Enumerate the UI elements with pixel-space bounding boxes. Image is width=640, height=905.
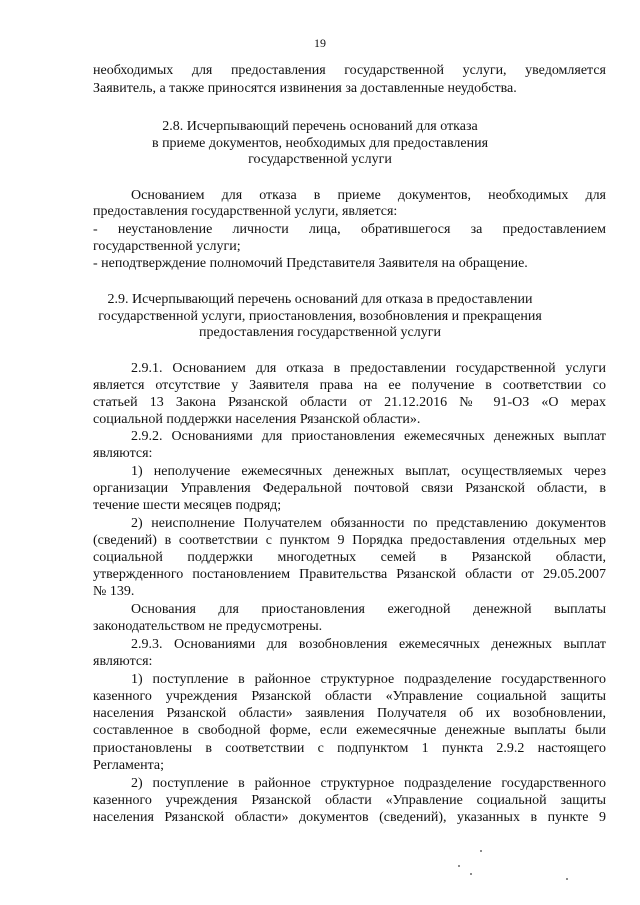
- list-item-line: - неустановление личности лица, обратившегося за предоставлением: [93, 222, 606, 237]
- paragraph-line: Основания для приостановления ежегодной денежной выплаты: [131, 602, 606, 617]
- paragraph-line: 2) неисполнение Получателем обязанности по представлению документов: [131, 516, 606, 531]
- section-heading-line: 2.8. Исчерпывающий перечень оснований для отказа: [162, 119, 478, 134]
- scan-speck: [566, 878, 568, 880]
- section-heading-line: в приеме документов, необходимых для предоставления: [151, 136, 489, 151]
- page-number: 19: [314, 36, 326, 50]
- list-item-line: - неподтверждение полномочий Представителя Заявителя на обращение.: [93, 256, 528, 271]
- paragraph-line: социальной поддержки населения Рязанской области».: [93, 412, 421, 427]
- paragraph-line: законодательством не предусмотрены.: [93, 619, 323, 634]
- section-heading-line: предоставления государственной услуги: [199, 325, 441, 340]
- paragraph-line: являются:: [93, 654, 153, 669]
- scan-speck: [458, 865, 460, 867]
- scan-speck: [480, 850, 482, 852]
- paragraph-line: статьей 13 Закона Рязанской области от 21.12.2016 № 91-ОЗ «О мерах: [93, 395, 606, 410]
- paragraph-line: 1) неполучение ежемесячных денежных выплат, осуществляемых через: [131, 464, 606, 479]
- paragraph-line: населения Рязанской области» заявления Получателя об их возобновлении,: [93, 706, 606, 721]
- paragraph-line: Основанием для отказа в приеме документов, необходимых для: [131, 188, 606, 203]
- section-heading-line: 2.9. Исчерпывающий перечень оснований для отказа в предоставлении: [107, 292, 533, 307]
- list-item-line: государственной услуги;: [93, 239, 241, 254]
- paragraph-line: населения Рязанской области» документов (сведений), указанных в пункте 9: [93, 810, 606, 825]
- paragraph-line: составленное в свободной форме, если ежемесячные денежные выплаты были: [93, 723, 606, 738]
- paragraph-line: 2.9.1. Основанием для отказа в предоставлении государственной услуги: [131, 361, 606, 376]
- scan-speck: [470, 873, 472, 875]
- paragraph-line: 2) поступление в районное структурное подразделение государственного: [131, 776, 606, 791]
- paragraph-line: является отсутствие у Заявителя права на ее получение в соответствии со: [93, 378, 606, 393]
- paragraph-line: Регламента;: [93, 758, 165, 773]
- paragraph-line: социальной поддержки многодетных семей в Рязанской области,: [93, 550, 606, 565]
- paragraph-line: приостановлены в соответствии с подпунктом 1 пункта 2.9.2 настоящего: [93, 741, 606, 756]
- paragraph-line: 1) поступление в районное структурное подразделение государственного: [131, 672, 606, 687]
- section-heading-line: государственной услуги, приостановления, возобновления и прекращения: [98, 309, 542, 324]
- paragraph-line: организации Управления Федеральной почтовой связи Рязанской области, в: [93, 481, 606, 496]
- paragraph-line: утвержденного постановлением Правительства Рязанской области от 29.05.2007: [93, 567, 606, 582]
- paragraph-line: Заявитель, а также приносятся извинения за доставленные неудобства.: [93, 81, 517, 96]
- paragraph-line: течение шести месяцев подряд;: [93, 498, 282, 513]
- paragraph-line: (сведений) в соответствии с пунктом 9 Порядка предоставления отдельных мер: [93, 533, 606, 548]
- paragraph-line: являются:: [93, 446, 153, 461]
- section-heading-line: государственной услуги: [248, 152, 392, 167]
- paragraph-line: казенного учреждения Рязанской области «Управление социальной защиты: [93, 793, 606, 808]
- paragraph-line: № 139.: [93, 584, 135, 599]
- paragraph-line: казенного учреждения Рязанской области «Управление социальной защиты: [93, 689, 606, 704]
- paragraph-line: 2.9.2. Основаниями для приостановления ежемесячных денежных выплат: [131, 429, 606, 444]
- paragraph-line: необходимых для предоставления государственной услуги, уведомляется: [93, 63, 606, 78]
- paragraph-line: предоставления государственной услуги, является:: [93, 204, 398, 219]
- paragraph-line: 2.9.3. Основаниями для возобновления ежемесячных денежных выплат: [131, 637, 606, 652]
